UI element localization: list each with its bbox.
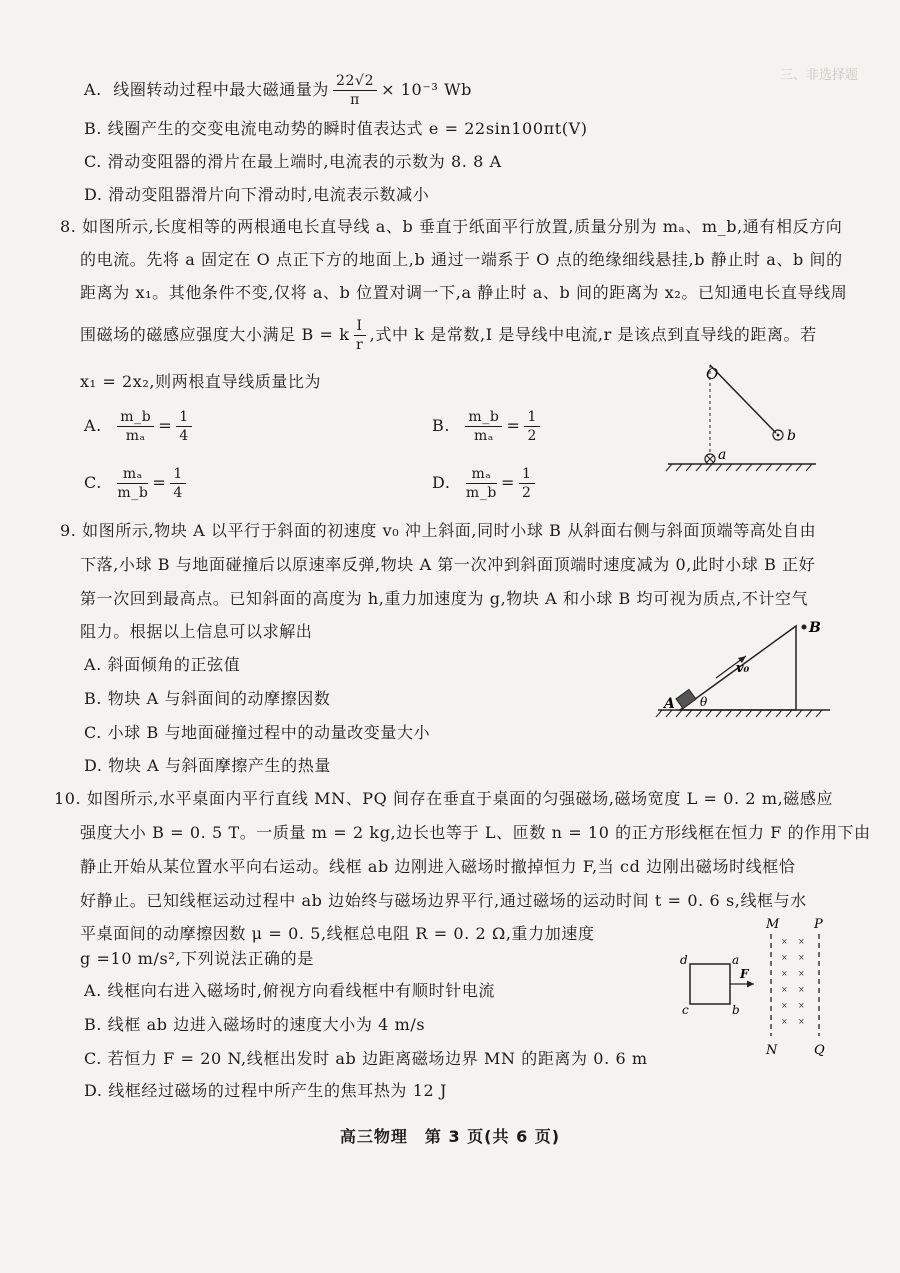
svg-text:×: ×: [798, 937, 805, 946]
q8-label-b: b: [787, 428, 796, 444]
q10-force-arrowhead: [747, 981, 754, 988]
q9-ground-hatch: [656, 710, 822, 717]
svg-text:×: ×: [798, 1017, 805, 1026]
svg-text:×: ×: [781, 969, 788, 978]
q10-label-Q: Q: [814, 1043, 825, 1058]
svg-text:×: ×: [781, 937, 788, 946]
q7-option-c: C. 滑动变阻器的滑片在最上端时,电流表的示数为 8. 8 A: [84, 152, 502, 171]
q9-label-B: B: [809, 620, 821, 636]
q9-ball-B: [802, 625, 807, 630]
q10-label-F: F: [740, 967, 749, 981]
q9-label-v0: v₀: [736, 661, 750, 676]
q8-option-d: D. $\frac{\text{mₐ}}{m\_b}$ = $\frac{1}{2}$: [432, 465, 539, 502]
q8-option-a: A. $\frac{m\_b}{\text{mₐ}}$ = $\frac{1}{4}$: [84, 408, 196, 445]
q9-block-A: [676, 689, 696, 708]
q7-option-d: D. 滑动变阻器滑片向下滑动时,电流表示数减小: [84, 185, 430, 204]
q10-option-c: C. 若恒力 F = 20 N,线框出发时 ab 边距离磁场边界 MN 的距离为 0. 6 m: [84, 1049, 648, 1068]
q9-option-b: B. 物块 A 与斜面间的动摩擦因数: [84, 689, 331, 708]
q10-stem-line1: 10. 如图所示,水平桌面内平行直线 MN、PQ 间存在垂直于桌面的匀强磁场,磁场宽度 L = 0. 2 m,磁感应: [54, 789, 834, 808]
svg-text:×: ×: [781, 1017, 788, 1026]
q8-stem-line4: 围磁场的磁感应强度大小满足 B = k $\frac{I}{r}$ ,式中 k 是常数,I 是导线中电流,r 是该点到直导线的距离。若: [80, 318, 817, 353]
q10-stem-line5: 平桌面间的动摩擦因数 μ = 0. 5,线框总电阻 R = 0. 2 Ω,重力加速度: [80, 924, 595, 943]
page-footer: 高三物理 第 3 页(共 6 页): [339, 1127, 561, 1146]
q10-label-b: b: [732, 1003, 740, 1017]
q8-stem-line5: x₁ = 2x₂,则两根直导线质量比为: [80, 372, 322, 391]
q9-label-A: A: [664, 696, 675, 712]
q8-stem-line2: 的电流。先将 a 固定在 O 点正下方的地面上,b 通过一端系于 O 点的绝缘细线悬挂,b 静止时 a、b 间的: [80, 250, 843, 269]
q8-figure: [660, 355, 820, 480]
q10-square-frame: [690, 964, 730, 1004]
svg-text:×: ×: [781, 1001, 788, 1010]
q9-option-c: C. 小球 B 与地面碰撞过程中的动量改变量大小: [84, 723, 431, 742]
q8-stem-line1: 8. 如图所示,长度相等的两根通电长直导线 a、b 垂直于纸面平行放置,质量分别为 mₐ、m_b,通有相反方向: [60, 217, 843, 236]
q9-stem-line2: 下落,小球 B 与地面碰撞后以原速率反弹,物块 A 第一次冲到斜面顶端时速度减为 0,此时小球 B 正好: [80, 555, 816, 574]
svg-text:×: ×: [798, 985, 805, 994]
svg-text:×: ×: [781, 985, 788, 994]
svg-text:×: ×: [781, 953, 788, 962]
q10-label-M: M: [766, 917, 780, 932]
q10-label-d: d: [680, 953, 688, 967]
bleed-through-text: 三、非选择题: [780, 68, 859, 83]
q8-option-b: B. $\frac{m\_b}{\text{mₐ}}$ = $\frac{1}{2}$: [432, 408, 544, 445]
q9-figure: [648, 612, 838, 722]
q10-figure: [678, 912, 848, 1062]
q10-option-d: D. 线框经过磁场的过程中所产生的焦耳热为 12 J: [84, 1081, 447, 1100]
q7-option-b: B. 线圈产生的交变电流电动势的瞬时值表达式 e = 22sin100πt(V): [84, 119, 588, 138]
q10-option-b: B. 线框 ab 边进入磁场时的速度大小为 4 m/s: [84, 1015, 426, 1034]
q10-label-N: N: [766, 1043, 778, 1058]
q10-option-a: A. 线框向右进入磁场时,俯视方向看线框中有顺时针电流: [84, 981, 496, 1000]
svg-text:×: ×: [798, 1001, 805, 1010]
q8-label-a: a: [718, 447, 727, 463]
q9-option-d: D. 物块 A 与斜面摩擦产生的热量: [84, 756, 331, 775]
q8-option-c: C. $\frac{\text{mₐ}}{m\_b}$ = $\frac{1}{4}$: [84, 465, 190, 502]
q10-stem-line4: 好静止。已知线框运动过程中 ab 边始终与磁场边界平行,通过磁场的运动时间 t = 0. 6 s,线框与水: [80, 891, 807, 910]
q8-wire-b-dot: [777, 434, 780, 437]
q8-string: [710, 365, 776, 433]
q9-stem-line1: 9. 如图所示,物块 A 以平行于斜面的初速度 v₀ 冲上斜面,同时小球 B 从斜面右侧与斜面顶端等高处自由: [60, 521, 817, 540]
q8-label-O: O: [706, 365, 719, 383]
q7-option-a: A. 线圈转动过程中最大磁通量为 $\frac{22√2}{\pi}$ × 10⁻³ Wb: [84, 73, 472, 108]
q10-label-P: P: [814, 917, 823, 932]
q10-field-crosses: [781, 937, 805, 1026]
svg-text:×: ×: [798, 953, 805, 962]
q9-label-theta: θ: [700, 695, 708, 709]
q8-ground-hatch: [666, 464, 812, 471]
svg-text:×: ×: [798, 969, 805, 978]
q10-stem-line3: 静止开始从某位置水平向右运动。线框 ab 边刚进入磁场时撤掉恒力 F,当 cd 边刚出磁场时线框恰: [80, 857, 796, 876]
q8-stem-line3: 距离为 x₁。其他条件不变,仅将 a、b 位置对调一下,a 静止时 a、b 间的距离为 x₂。已知通电长直导线周: [80, 283, 848, 302]
q9-stem-line4: 阻力。根据以上信息可以求解出: [80, 622, 313, 641]
q9-stem-line3: 第一次回到最高点。已知斜面的高度为 h,重力加速度为 g,物块 A 和小球 B 均可视为质点,不计空气: [80, 589, 809, 608]
q10-stem-line6: g =10 m/s²,下列说法正确的是: [80, 949, 314, 968]
q10-label-c: c: [682, 1003, 689, 1017]
q9-option-a: A. 斜面倾角的正弦值: [84, 655, 241, 674]
q10-stem-line2: 强度大小 B = 0. 5 T。一质量 m = 2 kg,边长也等于 L、匝数 n = 10 的正方形线框在恒力 F 的作用下由: [80, 823, 871, 842]
q10-label-a: a: [732, 953, 740, 967]
